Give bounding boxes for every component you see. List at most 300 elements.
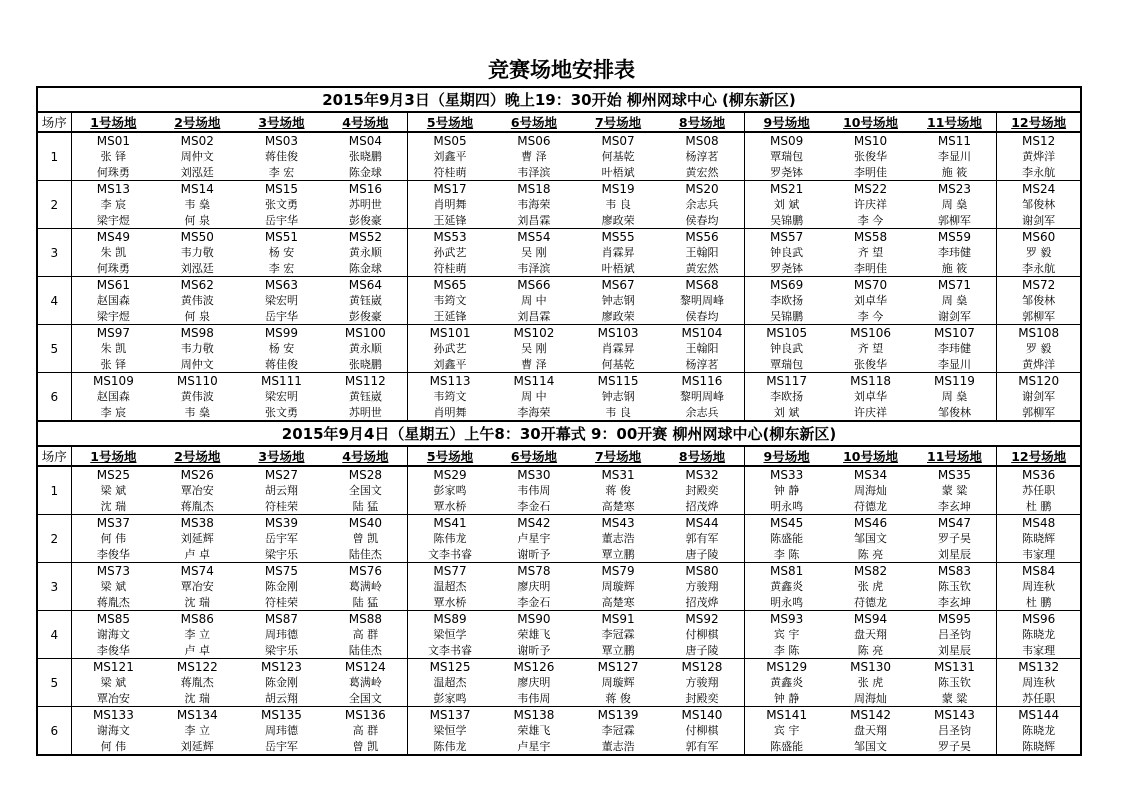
player-b: 罗尧钵 [744,260,828,277]
player-b: 张俊华 [828,356,912,373]
player-b: 卢 卓 [155,546,239,563]
player-a: 李玮健 [913,340,997,356]
match-code: MS69 [770,277,804,292]
player-b: 钟 静 [744,690,828,707]
player-b: 吴锦鹏 [744,212,828,229]
player-a: 朱 凯 [100,342,127,355]
match-code: MS19 [601,181,635,196]
match-code: MS03 [264,133,299,148]
player-a: 周玮德 [264,628,298,641]
player-b: 刘 斌 [744,404,828,421]
match-code-row [37,373,1081,389]
player-b: 陆 猛 [324,498,408,515]
player-a-row [37,722,1081,738]
player-b: 李 宏 [239,260,323,277]
player-b: 李 今 [828,212,912,229]
player-b-row [37,212,1081,229]
player-b: 罗子昊 [913,738,997,755]
player-a: 廖庆明 [517,580,551,593]
player-a: 余志兵 [660,196,744,212]
player-b: 李俊华 [71,642,155,659]
player-b: 沈 瑞 [155,594,239,611]
player-a: 曹 泽 [521,150,547,163]
match-code: MS82 [853,563,888,578]
match-code: MS46 [853,515,888,530]
match-code: MS76 [324,563,408,579]
player-a: 罗 毅 [1025,246,1052,259]
player-a: 方骏翔 [660,674,744,690]
match-code: MS44 [660,515,744,531]
court-header: 7号场地 [576,446,660,466]
match-code: MS47 [913,515,997,531]
match-code: MS123 [261,659,302,674]
player-a: 韦 燊 [184,198,211,211]
player-a: 覃冶安 [180,484,214,497]
player-a-row [37,340,1081,356]
match-code-row [37,515,1081,531]
match-code-row [37,466,1081,482]
player-b: 高楚寒 [576,498,660,515]
player-b: 卢 卓 [155,642,239,659]
match-code: MS138 [513,707,555,722]
court-header: 6号场地 [492,112,576,132]
player-b: 梁宇乐 [239,642,323,659]
match-code: MS61 [96,277,131,292]
player-b: 叶梧斌 [576,260,660,277]
player-b: 韦家理 [997,642,1081,659]
player-b: 刘泓廷 [155,260,239,277]
match-code: MS12 [1022,133,1056,148]
match-code: MS127 [597,659,639,674]
player-a: 付柳棋 [660,626,744,642]
round-seq: 3 [37,563,71,611]
player-b: 刘昌霖 [492,212,576,229]
player-b: 胡云翔 [239,690,323,707]
player-b: 黄宏然 [660,164,744,181]
match-code: MS04 [324,132,408,148]
player-a: 梁 斌 [100,580,127,593]
player-a: 吴 刚 [521,342,547,355]
player-a-row [37,388,1081,404]
player-a: 李欧扬 [770,390,804,403]
player-a: 付柳棋 [660,722,744,738]
player-b: 叶梧斌 [576,164,660,181]
player-a: 肖霖昇 [601,246,635,259]
player-b: 李永航 [997,260,1081,277]
player-a: 黄烨洋 [1022,150,1056,163]
match-code: MS79 [601,563,635,578]
player-a: 黄钰崴 [324,292,408,308]
match-code: MS13 [96,181,131,196]
player-b: 岳宇华 [239,308,323,325]
player-b: 张 铎 [71,356,155,373]
match-code: MS111 [261,373,302,388]
player-b: 何基乾 [576,356,660,373]
player-b: 梁宇煜 [71,308,155,325]
player-a: 吴 刚 [521,246,547,259]
player-b: 陆 猛 [324,594,408,611]
player-a: 周 燊 [913,196,997,212]
player-a-row [37,530,1081,546]
player-a: 蒋佳俊 [264,150,298,163]
match-code: MS66 [517,277,551,292]
court-header: 3号场地 [239,112,323,132]
player-b: 李玄坤 [913,594,997,611]
match-code: MS05 [433,133,467,148]
match-code: MS43 [601,515,635,530]
match-code: MS86 [180,611,214,626]
match-code: MS15 [264,181,299,196]
match-code: MS135 [261,707,302,722]
match-code: MS101 [429,325,471,340]
player-b: 侯春均 [660,212,744,229]
match-code: MS28 [324,466,408,482]
player-a: 覃瑞包 [770,150,804,163]
match-code: MS33 [770,467,804,482]
player-a-row [37,292,1081,308]
player-b: 周仲文 [155,356,239,373]
match-code: MS10 [853,133,888,148]
player-a: 赵国森 [96,294,130,307]
player-b: 蒋胤杰 [155,498,239,515]
player-b: 郭有军 [660,738,744,755]
match-code: MS136 [324,707,408,723]
player-b: 李 今 [828,308,912,325]
match-code: MS114 [513,373,555,388]
court-header: 2号场地 [155,112,239,132]
court-header: 4号场地 [324,446,408,466]
player-a: 苏明世 [324,196,408,212]
section-header: 2015年9月4日（星期五）上午8：30开幕式 9：00开赛 柳州网球中心(柳东新区) [37,421,1081,446]
match-code: MS107 [913,325,997,341]
player-a: 韦伟周 [517,484,551,497]
match-code: MS98 [180,325,214,340]
player-a: 陈玉钦 [913,578,997,594]
match-code: MS93 [770,611,804,626]
player-b: 陈 亮 [828,642,912,659]
player-a: 黄鑫炎 [770,580,804,593]
player-a: 周连秋 [1022,580,1056,593]
player-a: 杨 安 [268,342,295,355]
match-code: MS50 [180,229,214,244]
player-a: 吕圣钧 [913,722,997,738]
schedule-table [36,86,1082,756]
match-code: MS115 [597,373,639,388]
player-b: 邹俊林 [913,404,997,421]
player-b: 文李书睿 [408,642,492,659]
player-a: 蒋胤杰 [180,676,214,689]
player-a: 梁恒学 [433,724,467,737]
player-b: 李 陈 [744,546,828,563]
match-code: MS72 [1022,277,1056,292]
player-b: 谢剑军 [913,308,997,325]
player-a: 梁恒学 [433,628,467,641]
player-b: 梁宇乐 [239,546,323,563]
match-code: MS80 [660,563,744,579]
match-code: MS52 [324,229,408,245]
player-b: 沈 瑞 [71,498,155,515]
court-header: 5号场地 [408,112,492,132]
player-b: 郭柳军 [913,212,997,229]
match-code: MS25 [96,467,131,482]
player-b: 韦 燊 [155,404,239,421]
player-b: 李俊华 [71,546,155,563]
player-a: 刘卓华 [854,294,888,307]
player-b: 韦 良 [576,404,660,421]
round-seq: 2 [37,515,71,563]
player-b: 张文勇 [239,404,323,421]
player-b: 刘泓廷 [155,164,239,181]
match-code: MS53 [433,229,467,244]
player-a: 陈金刚 [264,676,298,689]
player-a: 刘鑫平 [433,150,467,163]
player-a: 张 铎 [100,150,127,163]
player-b: 李海荣 [492,404,576,421]
player-b: 韦泽滨 [492,164,576,181]
court-header-row [37,446,1081,466]
player-a: 齐 望 [857,246,884,259]
player-b: 梁宇煜 [71,212,155,229]
player-a: 韦海荣 [517,198,551,211]
player-a: 荣雄飞 [517,628,551,641]
match-code: MS73 [96,563,131,578]
player-a-row [37,196,1081,212]
player-b: 文李书睿 [408,546,492,563]
player-b: 陈 亮 [828,546,912,563]
player-b: 王延锋 [408,212,492,229]
player-b: 余志兵 [660,404,744,421]
player-a: 黄钰崴 [324,388,408,404]
player-a: 谢海文 [96,724,130,737]
section-header: 2015年9月3日（星期四）晚上19：30开始 柳州网球中心 (柳东新区) [37,87,1081,112]
player-b: 卢星宇 [492,738,576,755]
player-a: 黄永顺 [324,244,408,260]
page-title: 竞赛场地安排表 [488,58,635,82]
player-a: 周连秋 [1022,676,1056,689]
player-a: 周仲文 [180,150,214,163]
player-a: 董志浩 [601,532,635,545]
player-b: 王延锋 [408,308,492,325]
player-b: 张晓鹏 [324,356,408,373]
player-a: 盘天翔 [854,724,888,737]
match-code: MS24 [1022,181,1056,196]
player-a: 卢星宇 [517,532,551,545]
court-header: 9号场地 [744,112,828,132]
court-header: 1号场地 [71,112,155,132]
match-code: MS124 [324,659,408,675]
player-a: 李 立 [184,724,211,737]
player-b: 覃水桥 [408,594,492,611]
player-a: 王翰阳 [660,244,744,260]
player-b: 杜 鹏 [997,498,1081,515]
player-b: 覃立鹏 [576,546,660,563]
player-b: 招茂烨 [660,594,744,611]
court-header: 10号场地 [828,446,912,466]
player-b: 苏明世 [324,404,408,421]
seq-header: 场序 [37,112,71,132]
player-b: 覃水桥 [408,498,492,515]
player-a: 吕圣钧 [913,626,997,642]
player-b: 苏任职 [997,690,1081,707]
player-b: 黄宏然 [660,260,744,277]
match-code: MS112 [324,373,408,389]
round-seq: 3 [37,229,71,277]
match-code: MS131 [913,659,997,675]
player-b: 韦伟周 [492,690,576,707]
player-a: 李显川 [913,148,997,164]
player-b: 董志浩 [576,738,660,755]
court-header: 8号场地 [660,446,744,466]
match-code: MS59 [913,229,997,245]
player-a: 钟志钢 [601,294,635,307]
match-code: MS91 [601,611,635,626]
player-a: 廖庆明 [517,676,551,689]
match-code: MS51 [264,229,299,244]
player-a: 肖霖昇 [601,342,635,355]
player-b: 邹国文 [828,738,912,755]
player-a: 周 燊 [913,292,997,308]
player-b: 韦家理 [997,546,1081,563]
player-a: 钟 静 [773,484,800,497]
match-code: MS60 [1022,229,1056,244]
round-seq: 2 [37,181,71,229]
match-code: MS56 [660,229,744,245]
player-b: 李 宏 [239,164,323,181]
match-code: MS129 [766,659,808,674]
court-header: 12号场地 [997,446,1081,466]
round-seq: 5 [37,325,71,373]
player-a: 方骏翔 [660,578,744,594]
player-b: 彭俊豪 [324,308,408,325]
player-b: 刘昌霖 [492,308,576,325]
player-a: 陈玉钦 [913,674,997,690]
player-a: 高 群 [324,722,408,738]
player-a: 蒙 粱 [913,482,997,498]
match-code-row [37,325,1081,341]
player-b: 陆佳杰 [324,642,408,659]
player-b: 蒋佳俊 [239,356,323,373]
match-code: MS17 [433,181,467,196]
player-a: 梁 斌 [100,484,127,497]
player-b: 谢剑军 [997,212,1081,229]
court-header: 7号场地 [576,112,660,132]
player-a: 何基乾 [601,150,635,163]
match-code: MS49 [96,229,131,244]
player-a-row [37,674,1081,690]
player-b: 侯春均 [660,308,744,325]
match-code: MS88 [324,611,408,627]
match-code: MS132 [1018,659,1060,674]
match-code: MS45 [770,515,804,530]
player-a: 孙武艺 [433,246,467,259]
player-a: 张文勇 [264,198,298,211]
player-a: 葛满岭 [324,674,408,690]
player-a: 陈金刚 [264,580,298,593]
player-a: 黄鑫炎 [770,676,804,689]
match-code: MS121 [92,659,134,674]
player-b: 明永鸣 [744,498,828,515]
player-a: 温超杰 [433,580,467,593]
player-a: 周玮德 [264,724,298,737]
player-a: 黄伟波 [180,294,214,307]
player-b: 明永鸣 [744,594,828,611]
match-code: MS125 [429,659,471,674]
player-a: 许庆祥 [854,198,888,211]
match-code: MS143 [913,707,997,723]
match-code: MS109 [92,373,134,388]
match-code: MS122 [176,659,218,674]
match-code: MS08 [660,132,744,148]
player-b: 符桂荣 [239,594,323,611]
round-seq: 5 [37,659,71,707]
round-seq: 1 [37,132,71,181]
match-code: MS67 [601,277,635,292]
player-a: 葛满岭 [324,578,408,594]
player-b: 岳宇华 [239,212,323,229]
player-b: 杨淳茗 [660,356,744,373]
player-b: 李金石 [492,498,576,515]
player-a: 韦力敬 [180,246,214,259]
court-header: 11号场地 [913,112,997,132]
match-code: MS96 [1022,611,1056,626]
player-a: 邹国文 [854,532,888,545]
player-b: 陆佳杰 [324,546,408,563]
match-code: MS92 [660,611,744,627]
match-code: MS14 [180,181,214,196]
player-a: 李冠霖 [601,628,635,641]
player-a-row [37,148,1081,164]
player-b: 蒋 俊 [576,690,660,707]
player-b: 陈伟龙 [408,738,492,755]
player-a: 温超杰 [433,676,467,689]
player-b: 郭柳军 [997,404,1081,421]
court-header: 11号场地 [913,446,997,466]
player-b-row [37,308,1081,325]
player-b: 刘星辰 [913,642,997,659]
match-code: MS39 [264,515,299,530]
match-code: MS30 [517,467,551,482]
player-a: 李欧扬 [770,294,804,307]
player-b: 李明佳 [828,164,912,181]
player-b: 全国文 [324,690,408,707]
player-b: 陈金球 [324,260,408,277]
match-code: MS94 [853,611,888,626]
player-a: 彭家鸣 [433,484,467,497]
player-b: 何 泉 [155,308,239,325]
player-a-row [37,482,1081,498]
match-code: MS102 [513,325,555,340]
player-a: 谢剑军 [1022,390,1056,403]
player-a: 钟良武 [770,246,804,259]
match-code: MS06 [517,133,551,148]
match-code: MS11 [913,132,997,148]
match-code: MS55 [601,229,635,244]
player-b: 李显川 [913,356,997,373]
player-a: 曾 凯 [324,530,408,546]
player-a: 黎明周峰 [660,388,744,404]
player-a: 梁宏明 [264,390,298,403]
player-b: 唐子陵 [660,642,744,659]
player-b: 李玄坤 [913,498,997,515]
player-a: 何 伟 [100,532,127,545]
player-a: 黎明周峰 [660,292,744,308]
player-b: 韦泽滨 [492,260,576,277]
player-b: 李 宸 [71,404,155,421]
match-code: MS113 [429,373,471,388]
match-code: MS16 [324,181,408,197]
player-a: 陈伟龙 [433,532,467,545]
player-b: 谢昕予 [492,546,576,563]
